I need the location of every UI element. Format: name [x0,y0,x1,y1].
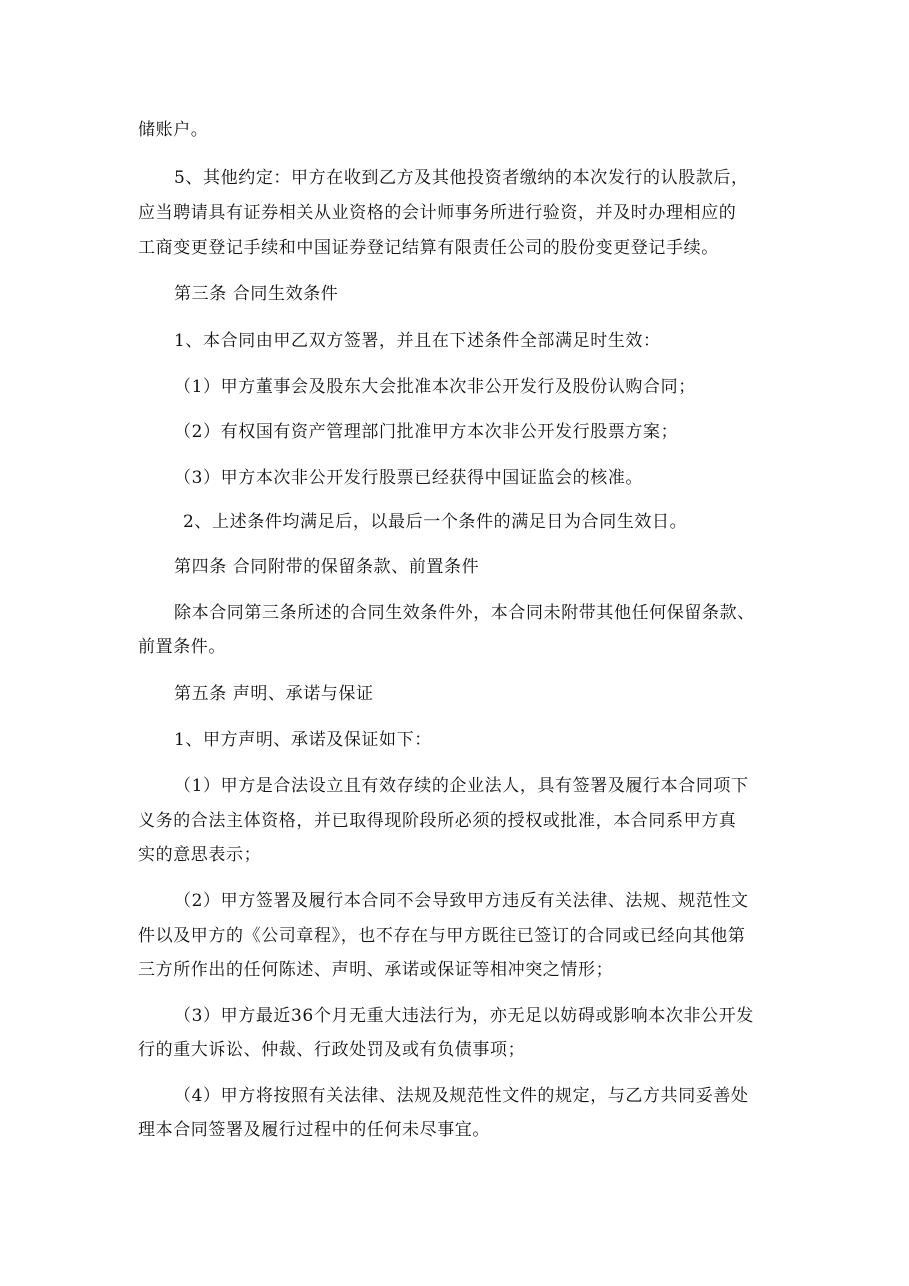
text-line: 实的意思表示； [138,845,262,865]
section-heading: 第三条 合同生效条件 [174,284,339,304]
text-line: （3）甲方本次非公开发行股票已经获得中国证监会的核准。 [174,468,644,488]
text-line: 应当聘请具有证券相关从业资格的会计师事务所进行验资，并及时办理相应的 [138,203,737,223]
text-line: （1）甲方是合法设立且有效存续的企业法人，具有签署及履行本合同项下 [174,776,749,796]
text-line: 5、其他约定：甲方在收到乙方及其他投资者缴纳的本次发行的认股款后， [174,168,749,188]
section-heading: 第五条 声明、承诺与保证 [174,684,374,704]
text-line: 储账户。 [138,120,209,140]
text-line: 除本合同第三条所述的合同生效条件外，本合同未附带其他任何保留条款、 [174,603,755,623]
text-line: 义务的合法主体资格，并已取得现阶段所必须的授权或批准，本合同系甲方真 [138,811,737,831]
text-line: （4）甲方将按照有关法律、法规及规范性文件的规定，与乙方共同妥善处 [174,1086,749,1106]
text-line: 行的重大诉讼、仲裁、行政处罚及或有负债事项； [138,1040,526,1060]
text-line: 理本合同签署及履行过程中的任何未尽事宜。 [138,1120,490,1140]
text-line: （2）有权国有资产管理部门批准甲方本次非公开发行股票方案； [174,422,679,442]
text-line: 三方所作出的任何陈述、声明、承诺或保证等相冲突之情形； [138,960,614,980]
text-line: （2）甲方签署及履行本合同不会导致甲方违反有关法律、法规、规范性文 [174,891,749,911]
text-line: 2、上述条件均满足后，以最后一个条件的满足日为合同生效日。 [183,512,688,532]
text-line: 件以及甲方的《公司章程》，也不存在与甲方既往已签订的合同或已经向其他第 [138,926,746,946]
text-line: 工商变更登记手续和中国证券登记结算有限责任公司的股份变更登记手续。 [138,238,719,258]
text-line: 前置条件。 [138,637,226,657]
text-line: （1）甲方董事会及股东大会批准本次非公开发行及股份认购合同； [174,377,696,397]
text-line: （3）甲方最近36个月无重大违法行为，亦无足以妨碍或影响本次非公开发 [174,1006,754,1026]
text-line: 1、本合同由甲乙双方签署，并且在下述条件全部满足时生效： [174,331,661,351]
text-line: 1、甲方声明、承诺及保证如下： [174,730,432,750]
section-heading: 第四条 合同附带的保留条款、前置条件 [174,557,480,577]
